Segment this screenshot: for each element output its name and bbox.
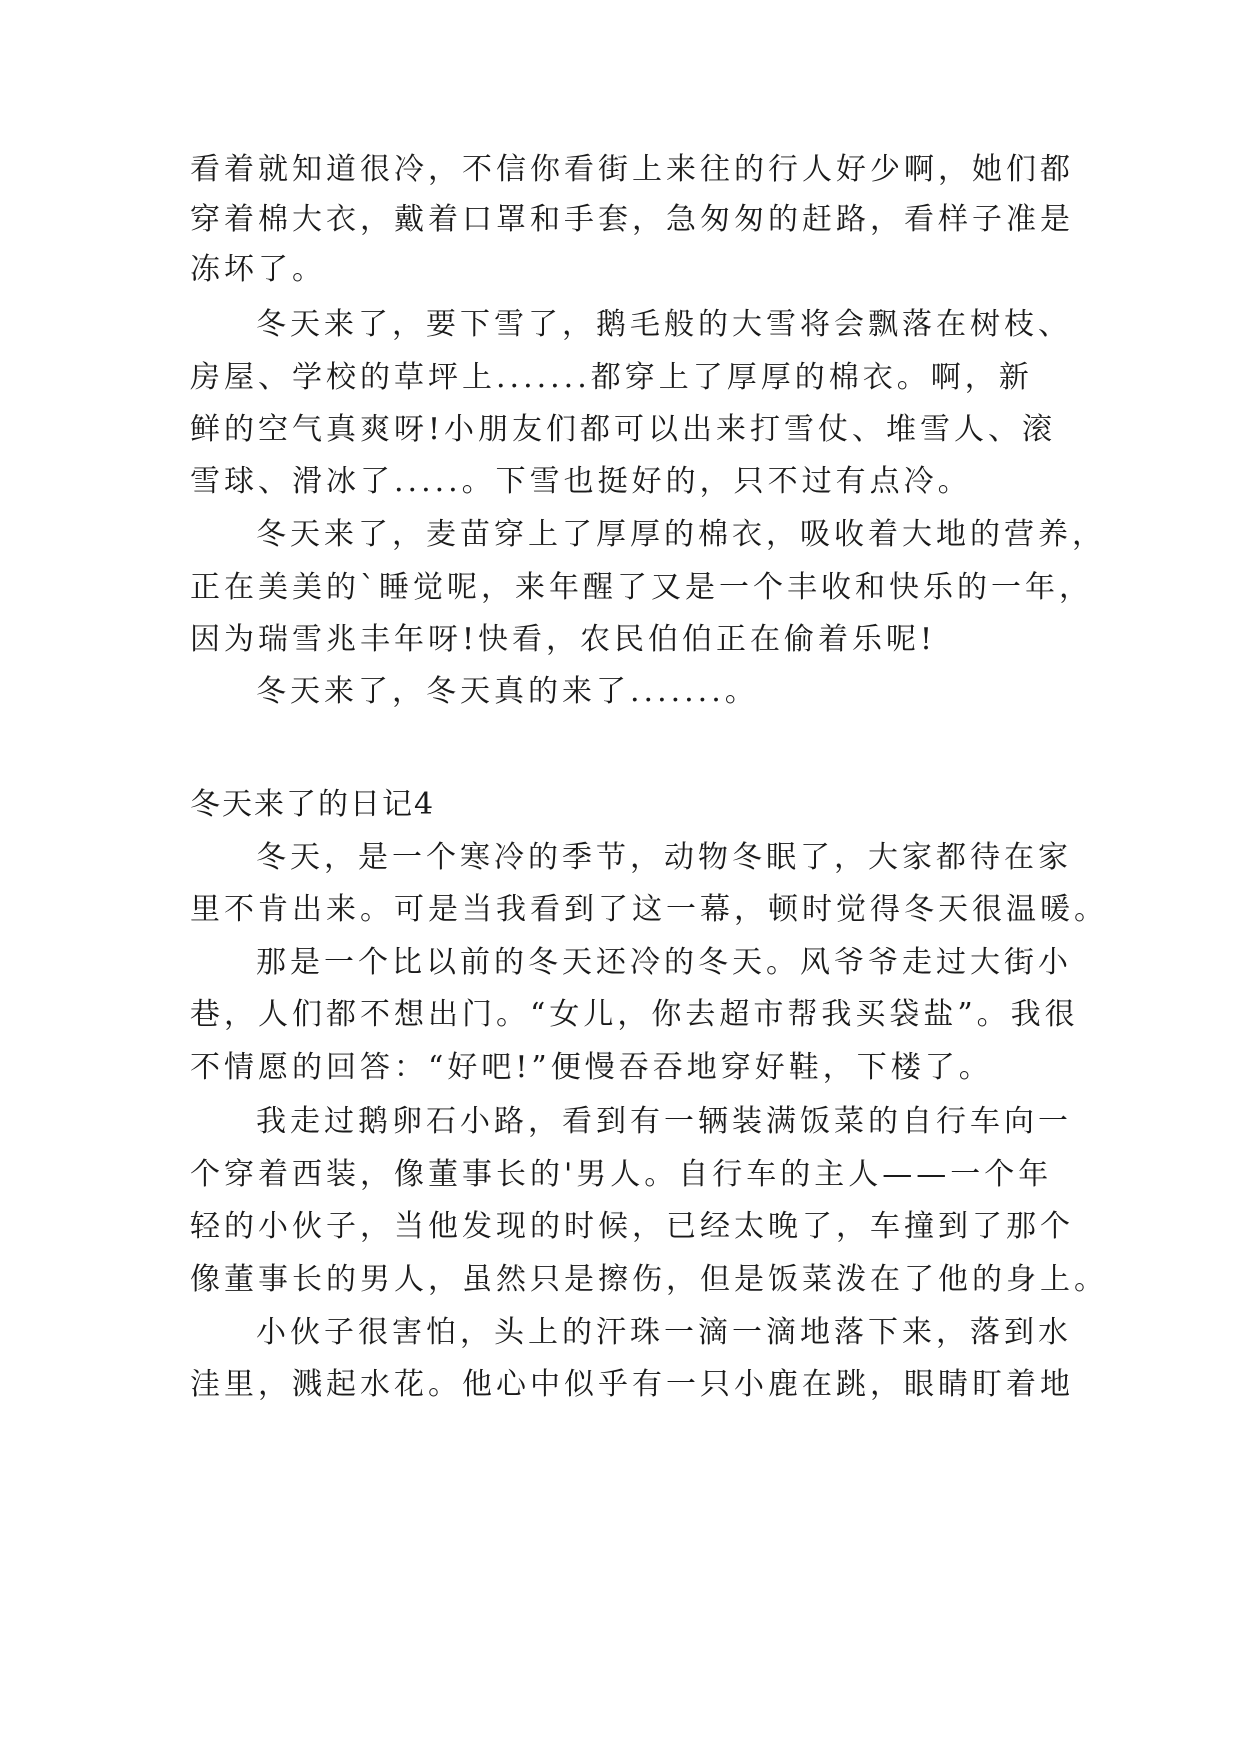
- paragraph-first-line: 那是一个比以前的冬天还冷的冬天。风爷爷走过大街小: [256, 945, 1072, 980]
- paragraph-first-line: 冬天来了，麦苗穿上了厚厚的棉衣，吸收着大地的营养，: [256, 517, 1106, 552]
- text-line: 洼里，溅起水花。他心中似乎有一只小鹿在跳，眼睛盯着地: [190, 1367, 1074, 1402]
- paragraph-first-line: 我走过鹅卵石小路，看到有一辆装满饭菜的自行车向一: [256, 1104, 1072, 1139]
- section-heading: 冬天来了的日记4: [190, 787, 436, 822]
- text-line: 像董事长的男人，虽然只是擦伤，但是饭菜泼在了他的身上。: [190, 1262, 1108, 1297]
- text-line: 雪球、滑冰了.....。下雪也挺好的，只不过有点冷。: [190, 464, 972, 499]
- text-line: 里不肯出来。可是当我看到了这一幕，顿时觉得冬天很温暖。: [190, 892, 1108, 927]
- paragraph-first-line: 冬天来了，冬天真的来了.......。: [256, 674, 759, 709]
- paragraph-first-line: 冬天，是一个寒冷的季节，动物冬眠了，大家都待在家: [256, 840, 1072, 875]
- text-line: 穿着棉大衣，戴着口罩和手套，急匆匆的赶路，看样子准是: [190, 202, 1074, 237]
- paragraph-first-line: 小伙子很害怕，头上的汗珠一滴一滴地落下来，落到水: [256, 1315, 1072, 1350]
- text-line: 不情愿的回答：“好吧!”便慢吞吞地穿好鞋，下楼了。: [190, 1050, 993, 1085]
- text-line: 冻坏了。: [190, 252, 326, 287]
- text-line: 正在美美的`睡觉呢，来年醒了又是一个丰收和快乐的一年，: [190, 570, 1093, 605]
- text-line: 轻的小伙子，当他发现的时候，已经太晚了，车撞到了那个: [190, 1209, 1074, 1244]
- text-line: 个穿着西装，像董事长的'男人。自行车的主人——一个年: [190, 1157, 1053, 1192]
- text-line: 房屋、学校的草坪上.......都穿上了厚厚的棉衣。啊，新: [190, 360, 1033, 395]
- text-line: 鲜的空气真爽呀!小朋友们都可以出来打雪仗、堆雪人、滚: [190, 412, 1057, 447]
- text-line: 巷，人们都不想出门。“女儿，你去超市帮我买袋盐”。我很: [190, 997, 1079, 1032]
- text-line: 看着就知道很冷，不信你看街上来往的行人好少啊，她们都: [190, 152, 1074, 187]
- text-line: 因为瑞雪兆丰年呀!快看，农民伯伯正在偷着乐呢!: [190, 622, 937, 657]
- paragraph-first-line: 冬天来了，要下雪了，鹅毛般的大雪将会飘落在树枝、: [256, 307, 1072, 342]
